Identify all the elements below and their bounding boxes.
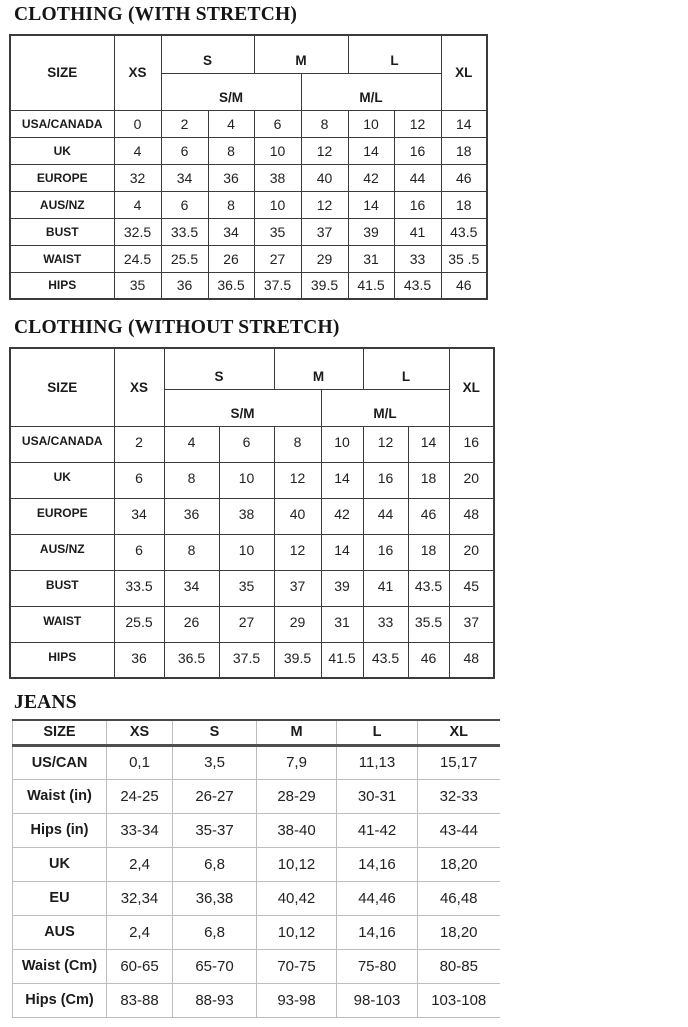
size-cell: 32,34	[107, 881, 173, 915]
row-label: EUROPE	[10, 164, 114, 191]
size-cell: 12	[394, 110, 441, 137]
column-header: XL	[449, 348, 494, 426]
column-header: L	[363, 348, 449, 389]
table-row	[10, 606, 494, 642]
size-cell: 20	[449, 534, 494, 570]
size-cell: 12	[363, 426, 408, 462]
size-cell: 6	[219, 426, 274, 462]
size-cell: 29	[274, 606, 321, 642]
row-label: UK	[10, 137, 114, 164]
size-cell: 14	[321, 534, 363, 570]
size-cell: 20	[449, 462, 494, 498]
size-cell: 34	[114, 498, 164, 534]
size-cell: 6,8	[173, 915, 257, 949]
row-label: AUS/NZ	[10, 534, 114, 570]
table-row	[10, 272, 487, 299]
size-cell: 24-25	[107, 779, 173, 813]
section-clothing-without-stretch	[0, 316, 688, 679]
column-header: L	[337, 720, 418, 745]
size-cell: 31	[348, 245, 394, 272]
row-label: USA/CANADA	[10, 426, 114, 462]
size-cell: 98-103	[337, 983, 418, 1017]
size-cell: 70-75	[257, 949, 337, 983]
size-cell: 8	[164, 534, 219, 570]
column-header: M/L	[301, 73, 441, 110]
size-cell: 30-31	[337, 779, 418, 813]
size-cell: 44	[394, 164, 441, 191]
size-cell: 33.5	[161, 218, 208, 245]
column-header: S/M	[164, 389, 321, 426]
row-label: EUROPE	[10, 498, 114, 534]
column-header: XS	[114, 348, 164, 426]
size-cell: 0,1	[107, 745, 173, 779]
column-header: SIZE	[10, 348, 114, 426]
size-cell: 65-70	[173, 949, 257, 983]
column-header: XL	[418, 720, 500, 745]
size-cell: 33	[394, 245, 441, 272]
size-cell: 14,16	[337, 915, 418, 949]
size-cell: 6,8	[173, 847, 257, 881]
size-cell: 18	[441, 191, 487, 218]
size-cell: 25.5	[114, 606, 164, 642]
size-cell: 41	[363, 570, 408, 606]
column-header: S/M	[161, 73, 301, 110]
column-header: M	[257, 720, 337, 745]
table-row	[10, 164, 487, 191]
size-cell: 26-27	[173, 779, 257, 813]
size-cell: 16	[363, 534, 408, 570]
size-cell: 35 .5	[441, 245, 487, 272]
size-chart-page	[0, 3, 688, 1018]
size-cell: 43.5	[394, 272, 441, 299]
column-header: S	[164, 348, 274, 389]
size-cell: 43.5	[441, 218, 487, 245]
size-cell: 39.5	[274, 642, 321, 678]
size-cell: 4	[164, 426, 219, 462]
size-cell: 16	[394, 191, 441, 218]
table-row	[10, 191, 487, 218]
size-cell: 33-34	[107, 813, 173, 847]
size-cell: 36	[164, 498, 219, 534]
column-header: M	[254, 35, 348, 73]
table-row	[10, 245, 487, 272]
size-cell: 39.5	[301, 272, 348, 299]
row-label: WAIST	[10, 245, 114, 272]
table-row	[13, 881, 500, 915]
row-label: US/CAN	[13, 745, 107, 779]
size-cell: 36,38	[173, 881, 257, 915]
size-cell: 33	[363, 606, 408, 642]
size-cell: 75-80	[337, 949, 418, 983]
size-cell: 8	[274, 426, 321, 462]
table-row	[10, 137, 487, 164]
table-row	[10, 426, 494, 462]
size-cell: 80-85	[418, 949, 500, 983]
row-label: AUS/NZ	[10, 191, 114, 218]
size-cell: 27	[254, 245, 301, 272]
row-label: EU	[13, 881, 107, 915]
table-row	[10, 498, 494, 534]
column-header: XS	[114, 35, 161, 110]
row-label: AUS	[13, 915, 107, 949]
clothing-with-stretch-table	[9, 34, 488, 300]
section-title-clothing-without-stretch: CLOTHING (WITHOUT STRETCH)	[14, 317, 340, 338]
size-cell: 37	[274, 570, 321, 606]
size-cell: 4	[114, 191, 161, 218]
section-jeans	[0, 691, 688, 1018]
size-cell: 42	[321, 498, 363, 534]
size-cell: 14	[408, 426, 449, 462]
size-cell: 2	[114, 426, 164, 462]
row-label: BUST	[10, 218, 114, 245]
size-cell: 0	[114, 110, 161, 137]
size-cell: 32	[114, 164, 161, 191]
size-cell: 14	[441, 110, 487, 137]
row-label: Hips (in)	[13, 813, 107, 847]
size-cell: 2,4	[107, 915, 173, 949]
column-header: M/L	[321, 389, 449, 426]
size-cell: 31	[321, 606, 363, 642]
size-cell: 4	[208, 110, 254, 137]
size-cell: 18	[408, 534, 449, 570]
size-cell: 18	[408, 462, 449, 498]
size-cell: 46	[408, 642, 449, 678]
size-cell: 34	[161, 164, 208, 191]
size-cell: 14	[348, 137, 394, 164]
size-cell: 10	[348, 110, 394, 137]
size-cell: 46,48	[418, 881, 500, 915]
size-cell: 39	[348, 218, 394, 245]
row-label: Waist (in)	[13, 779, 107, 813]
size-cell: 29	[301, 245, 348, 272]
size-cell: 10,12	[257, 847, 337, 881]
size-cell: 12	[274, 534, 321, 570]
size-cell: 8	[164, 462, 219, 498]
size-cell: 37.5	[219, 642, 274, 678]
size-cell: 18,20	[418, 915, 500, 949]
size-cell: 60-65	[107, 949, 173, 983]
size-cell: 42	[348, 164, 394, 191]
row-label: USA/CANADA	[10, 110, 114, 137]
size-cell: 28-29	[257, 779, 337, 813]
size-cell: 88-93	[173, 983, 257, 1017]
size-cell: 35	[114, 272, 161, 299]
column-header: M	[274, 348, 363, 389]
table-row	[13, 779, 500, 813]
size-cell: 16	[363, 462, 408, 498]
table-row	[13, 983, 500, 1017]
row-label: BUST	[10, 570, 114, 606]
table-row	[13, 949, 500, 983]
column-header: XL	[441, 35, 487, 110]
size-cell: 38-40	[257, 813, 337, 847]
size-cell: 8	[208, 137, 254, 164]
size-cell: 4	[114, 137, 161, 164]
size-cell: 14	[348, 191, 394, 218]
size-cell: 35.5	[408, 606, 449, 642]
size-cell: 38	[219, 498, 274, 534]
size-cell: 7,9	[257, 745, 337, 779]
size-cell: 32-33	[418, 779, 500, 813]
column-header: S	[173, 720, 257, 745]
row-label: Hips (Cm)	[13, 983, 107, 1017]
size-cell: 32.5	[114, 218, 161, 245]
size-cell: 37.5	[254, 272, 301, 299]
size-cell: 40,42	[257, 881, 337, 915]
size-cell: 83-88	[107, 983, 173, 1017]
column-header: XS	[107, 720, 173, 745]
size-cell: 38	[254, 164, 301, 191]
column-header: L	[348, 35, 441, 73]
size-cell: 33.5	[114, 570, 164, 606]
size-cell: 2	[161, 110, 208, 137]
size-cell: 11,13	[337, 745, 418, 779]
size-cell: 37	[449, 606, 494, 642]
size-cell: 10	[219, 462, 274, 498]
row-label: UK	[10, 462, 114, 498]
table-row	[13, 915, 500, 949]
section-title-jeans: JEANS	[14, 692, 77, 713]
size-cell: 34	[208, 218, 254, 245]
size-cell: 6	[114, 462, 164, 498]
size-cell: 48	[449, 642, 494, 678]
size-cell: 14,16	[337, 847, 418, 881]
size-cell: 6	[161, 191, 208, 218]
size-cell: 36.5	[208, 272, 254, 299]
size-cell: 10	[219, 534, 274, 570]
size-cell: 15,17	[418, 745, 500, 779]
table-row	[13, 745, 500, 779]
size-cell: 40	[274, 498, 321, 534]
section-title-clothing-with-stretch: CLOTHING (WITH STRETCH)	[14, 4, 298, 25]
row-label: WAIST	[10, 606, 114, 642]
size-cell: 36	[161, 272, 208, 299]
size-cell: 18,20	[418, 847, 500, 881]
table-row	[10, 534, 494, 570]
table-row	[10, 642, 494, 678]
size-cell: 41.5	[321, 642, 363, 678]
size-cell: 44	[363, 498, 408, 534]
column-header: SIZE	[13, 720, 107, 745]
size-cell: 27	[219, 606, 274, 642]
header-row	[10, 348, 494, 389]
size-cell: 10	[254, 191, 301, 218]
row-label: Waist (Cm)	[13, 949, 107, 983]
size-cell: 46	[441, 272, 487, 299]
size-cell: 43.5	[408, 570, 449, 606]
size-cell: 35	[254, 218, 301, 245]
header-row	[10, 35, 487, 73]
size-cell: 36	[208, 164, 254, 191]
size-cell: 6	[114, 534, 164, 570]
table-row	[10, 462, 494, 498]
size-cell: 8	[208, 191, 254, 218]
size-cell: 46	[441, 164, 487, 191]
size-cell: 8	[301, 110, 348, 137]
size-cell: 10	[254, 137, 301, 164]
size-cell: 34	[164, 570, 219, 606]
size-cell: 41	[394, 218, 441, 245]
size-cell: 16	[394, 137, 441, 164]
size-cell: 24.5	[114, 245, 161, 272]
size-cell: 35-37	[173, 813, 257, 847]
column-header: SIZE	[10, 35, 114, 110]
size-cell: 6	[161, 137, 208, 164]
row-label: HIPS	[10, 642, 114, 678]
size-cell: 14	[321, 462, 363, 498]
jeans-table	[12, 719, 500, 1018]
clothing-without-stretch-table	[9, 347, 495, 679]
size-cell: 44,46	[337, 881, 418, 915]
size-cell: 43-44	[418, 813, 500, 847]
size-cell: 48	[449, 498, 494, 534]
table-row	[10, 570, 494, 606]
size-cell: 35	[219, 570, 274, 606]
table-row	[13, 847, 500, 881]
size-cell: 43.5	[363, 642, 408, 678]
size-cell: 39	[321, 570, 363, 606]
size-cell: 103-108	[418, 983, 500, 1017]
size-cell: 2,4	[107, 847, 173, 881]
size-cell: 10	[321, 426, 363, 462]
header-row	[13, 720, 500, 745]
size-cell: 12	[274, 462, 321, 498]
size-cell: 12	[301, 137, 348, 164]
size-cell: 16	[449, 426, 494, 462]
row-label: HIPS	[10, 272, 114, 299]
size-cell: 26	[164, 606, 219, 642]
size-cell: 3,5	[173, 745, 257, 779]
size-cell: 10,12	[257, 915, 337, 949]
table-row	[13, 813, 500, 847]
size-cell: 45	[449, 570, 494, 606]
size-cell: 36	[114, 642, 164, 678]
size-cell: 26	[208, 245, 254, 272]
size-cell: 46	[408, 498, 449, 534]
column-header: S	[161, 35, 254, 73]
table-row	[10, 218, 487, 245]
size-cell: 36.5	[164, 642, 219, 678]
size-cell: 41-42	[337, 813, 418, 847]
size-cell: 93-98	[257, 983, 337, 1017]
row-label: UK	[13, 847, 107, 881]
size-cell: 40	[301, 164, 348, 191]
size-cell: 18	[441, 137, 487, 164]
size-cell: 37	[301, 218, 348, 245]
section-clothing-with-stretch	[0, 3, 688, 300]
size-cell: 41.5	[348, 272, 394, 299]
table-row	[10, 110, 487, 137]
size-cell: 25.5	[161, 245, 208, 272]
size-cell: 12	[301, 191, 348, 218]
size-cell: 6	[254, 110, 301, 137]
